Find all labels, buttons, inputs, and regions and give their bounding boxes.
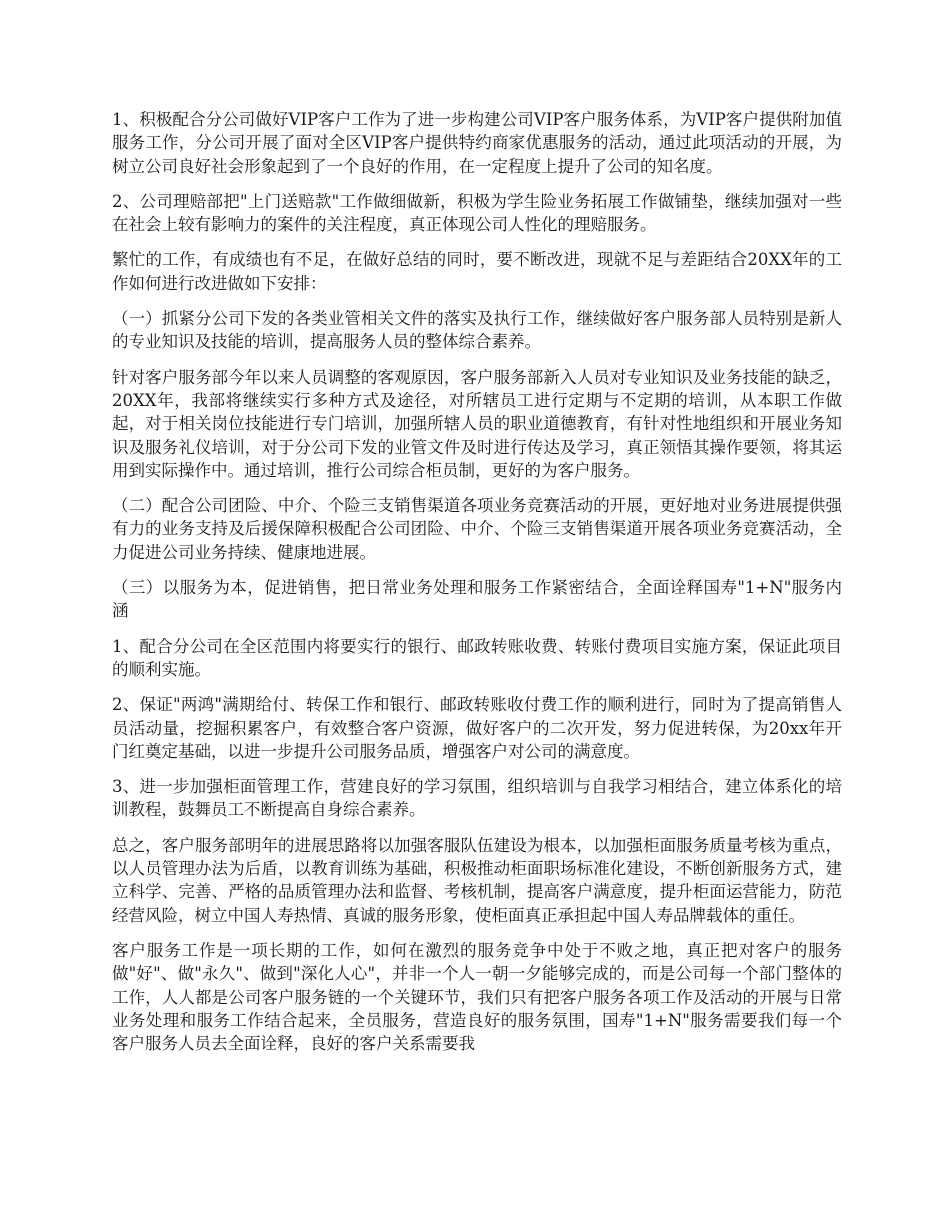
paragraph-improvement-intro: 繁忙的工作，有成绩也有不足，在做好总结的同时，要不断改进，现就不足与差距结合20XX年的工作如何进行改进做如下安排： (112, 250, 842, 293)
paragraph-conclusion: 客户服务工作是一项长期的工作，如何在激烈的服务竞争中处于不败之地，真正把对客户的服务做"好"、做"永久"、做到"深化人心"，并非一个人一朝一夕能够完成的，而是公司每一个部门整体的工作，人人都是公司客户服务链的一个关键环节，我们只有把客户服务各项工作及活动的开展与日常业务处理和服务工作结合起来，全员服务，营造良好的服务氛围，国寿"1+N"服务需要我们每一个客户服务人员去全面诠释，良好的客户关系需要我 (112, 940, 842, 1054)
paragraph-claims: 2、公司理赔部把"上门送赔款"工作做细做新，积极为学生险业务拓展工作做铺垫，继续加强对一些在社会上较有影响力的案件的关注程度，真正体现公司人性化的理赔服务。 (112, 191, 842, 235)
paragraph-item-three: 3、进一步加强柜面管理工作，营建良好的学习氛围，组织培训与自我学习相结合，建立体系化的培训教程，鼓舞员工不断提高自身综合素养。 (112, 777, 842, 820)
paragraph-section-three: （三）以服务为本，促进销售，把日常业务处理和服务工作紧密结合，全面诠释国寿"1+N"服务内涵 (112, 578, 842, 621)
document-body (112, 108, 842, 1067)
paragraph-training: 针对客户服务部今年以来人员调整的客观原因，客户服务部新入人员对专业知识及业务技能的缺乏，20XX年，我部将继续实行多种方式及途径，对所辖员工进行定期与不定期的培训，从本职工作做起，对于相关岗位技能进行专门培训，加强所辖人员的职业道德教育，有针对性地组织和开展业务知识及服务礼仪培训，对于分公司下发的业管文件及时进行传达及学习，真正领悟其操作要领，将其运用到实际操作中。通过培训，推行公司综合柜员制，更好的为客户服务。 (112, 367, 842, 480)
paragraph-item-two: 2、保证"两鸿"满期给付、转保工作和银行、邮政转账收付费工作的顺利进行，同时为了提高销售人员活动量，挖掘积累客户，有效整合客户资源，做好客户的二次开发，努力促进转保，为20xx年开门红奠定基础，以进一步提升公司服务品质，增强客户对公司的满意度。 (112, 695, 842, 761)
paragraph-section-two: （二）配合公司团险、中介、个险三支销售渠道各项业务竞赛活动的开展，更好地对业务进展提供强有力的业务支持及后援保障积极配合公司团险、中介、个险三支销售渠道开展各项业务竞赛活动，全力促进公司业务持续、健康地进展。 (112, 496, 842, 562)
paragraph-item-one: 1、配合分公司在全区范围内将要实行的银行、邮政转账收费、转账付费项目实施方案，保证此项目的顺利实施。 (112, 636, 842, 679)
paragraph-section-one: （一）抓紧分公司下发的各类业管相关文件的落实及执行工作，继续做好客户服务部人员特别是新人的专业知识及技能的培训，提高服务人员的整体综合素养。 (112, 309, 842, 352)
paragraph-vip-service: 1、积极配合分公司做好VIP客户工作为了进一步构建公司VIP客户服务体系，为VIP客户提供附加值服务工作，分公司开展了面对全区VIP客户提供特约商家优惠服务的活动，通过此项活动的开展，为树立公司良好社会形象起到了一个良好的作用，在一定程度上提升了公司的知名度。 (112, 110, 842, 176)
paragraph-summary: 总之，客户服务部明年的进展思路将以加强客服队伍建设为根本，以加强柜面服务质量考核为重点，以人员管理办法为后盾，以教育训练为基础，积极推动柜面职场标准化建设，不断创新服务方式，建立科学、完善、严格的品质管理办法和监督、考核机制，提高客户满意度，提升柜面运营能力，防范经营风险，树立中国人寿热情、真诚的服务形象，使柜面真正承担起中国人寿品牌载体的重任。 (112, 835, 842, 925)
